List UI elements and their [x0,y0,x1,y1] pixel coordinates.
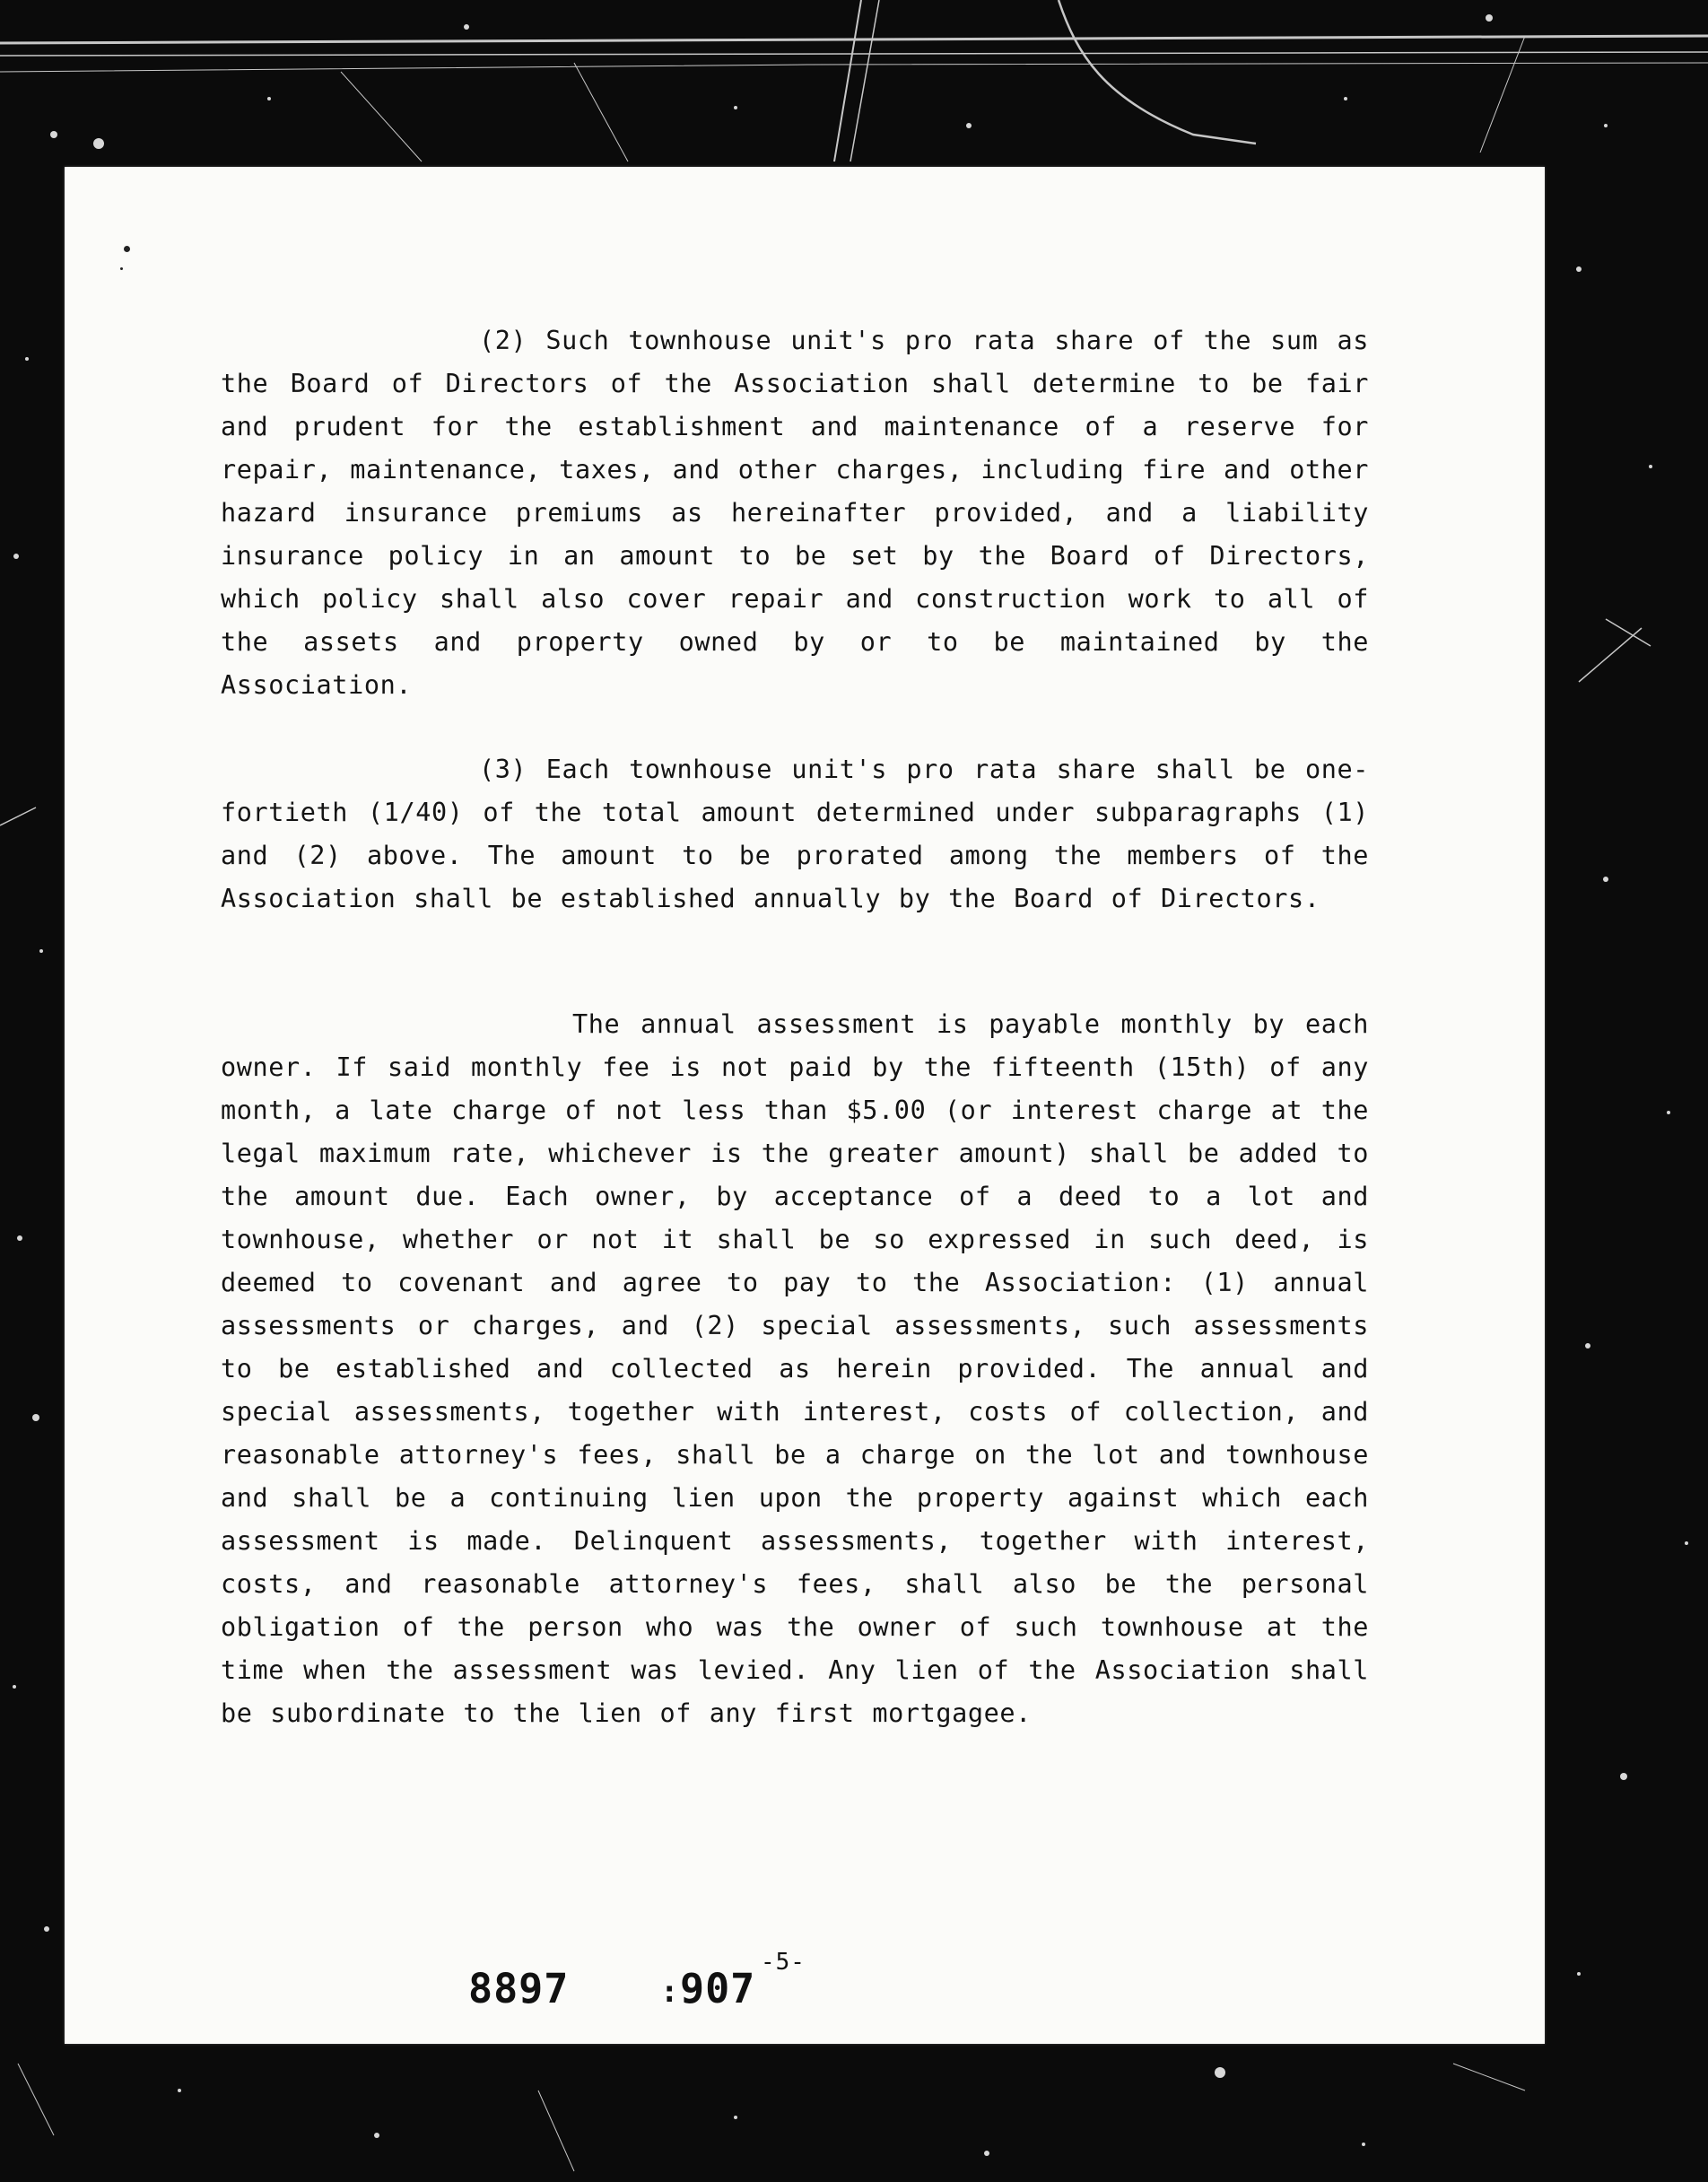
scan-speck [124,246,130,252]
document-page [65,167,1545,2044]
document-page-label: -5- [761,1949,806,1976]
paragraph-reserve-share [221,319,1369,707]
page-stamp-number: 907 [680,1965,756,2012]
page-number-separator: : [660,1974,679,2010]
paragraph-text: (3) Each townhouse unit's pro rata share shall be one-fortieth (1/40) of the total amount determined under subparagraphs (1) and (2) above. The amount to be prorated among the members of the Association shall be established annually by the Board of Directors. [221,755,1369,913]
paragraph-text: The annual assessment is payable monthly by each owner. If said monthly fee is not paid by the fifteenth (15th) of any month, a late charge of not less than $5.00 (or interest charge at the legal maximum rate, whichever is the greater amount) shall be added to the amount due. Each owner, by acceptance of a deed to a lot and townhouse, whether or not it shall be so expressed in such deed, is deemed to covenant and agree to pay to the Association: (1) annual assessments or charges, and (2) special assessments, such assessments to be established and collected as herein provided. The annual and special assessments, together with interest, costs of collection, and reasonable attorney's fees, shall be a charge on the lot and townhouse and shall be a continuing lien upon the property against which each assessment is made. Delinquent assessments, together with interest, costs, and reasonable attorney's fees, shall also be the personal obligation of the person who was the owner of such townhouse at the time when the assessment was levied. Any lien of the Association shall be subordinate to the lien of any first mortgagee. [221,1009,1369,1728]
paragraph-text: (2) Such townhouse unit's pro rata share of the sum as the Board of Directors of the Association shall determine to be fair and prudent for the establishment and maintenance of a reserve for repair, maintenance, taxes, and other charges, including fire and other hazard insurance premiums as hereinafter provided, and a liability insurance policy in an amount to be set by the Board of Directors, which policy shall also cover repair and construction work to all of the assets and property owned by or to be maintained by the Association. [221,326,1369,700]
paragraph-pro-rata-share [221,748,1369,921]
scan-speck [120,267,123,270]
book-number: 8897 [468,1965,570,2012]
paragraph-annual-assessment [221,1003,1369,1735]
